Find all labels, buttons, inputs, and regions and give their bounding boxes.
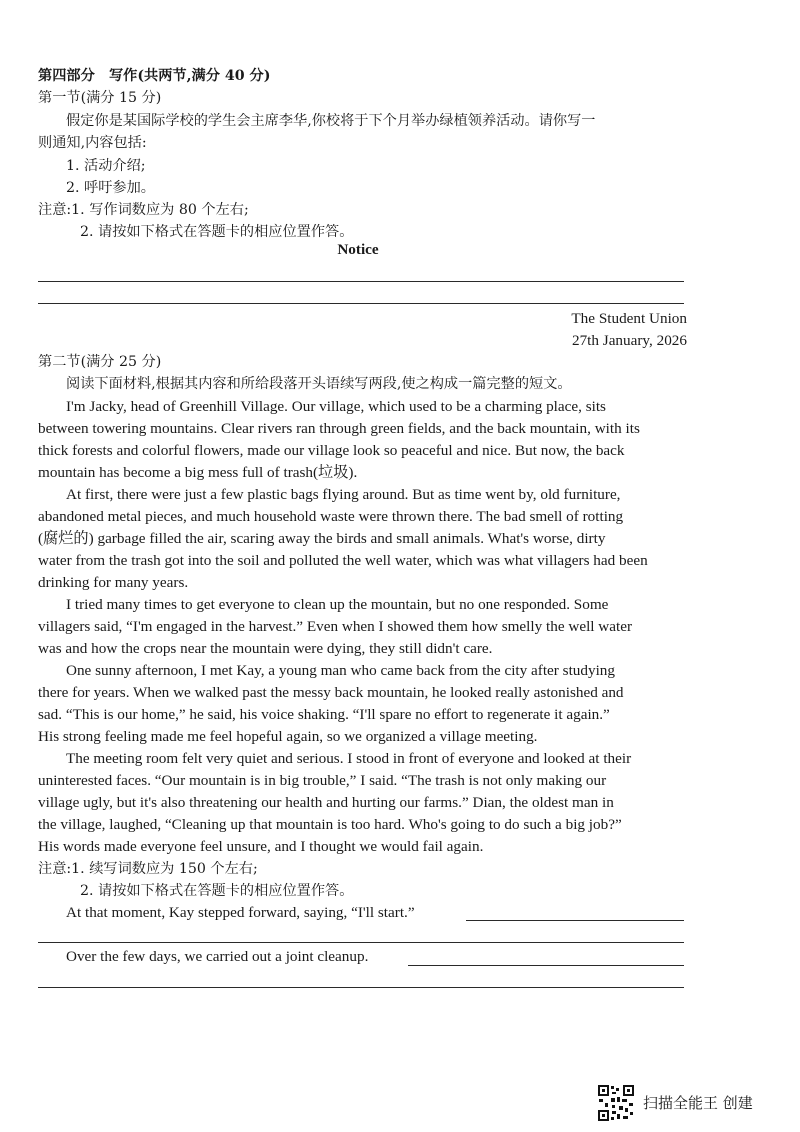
passage-line: His words made everyone feel unsure, and I thought we would fail again. — [38, 838, 484, 855]
passage-line: (腐烂的) garbage filled the air, scaring away the birds and small animals. What's worse, dirty — [38, 530, 606, 547]
passage-line: the village, laughed, “Cleaning up that mountain is too hard. Who's going to do such a big job?” — [38, 816, 622, 833]
passage-line: there for years. When we walked past the messy back mountain, he looked really astonished and — [38, 684, 624, 701]
passage-line: At first, there were just a few plastic bags flying around. But as time went by, old furniture, — [66, 486, 621, 503]
notice-title: Notice — [337, 241, 379, 258]
passage-line: drinking for many years. — [38, 574, 189, 591]
answer-line — [38, 987, 684, 988]
para2-opening: Over the few days, we carried out a joint cleanup. — [66, 948, 369, 965]
section1-prompt-line2: 则通知,内容包括: — [38, 135, 147, 151]
passage-line: villagers said, “I'm engaged in the harvest.” Even when I showed them how smelly the well water — [38, 618, 633, 635]
qr-code-icon — [597, 1084, 635, 1122]
section2-note1: 注意:1. 续写词数应为 150 个左右; — [38, 861, 258, 877]
passage-line: I tried many times to get everyone to clean up the mountain, but no one responded. Some — [66, 596, 609, 613]
section1-item1: 1. 活动介绍; — [66, 158, 146, 174]
part-heading: 第四部分 写作(共两节,满分 40 分) — [38, 68, 271, 84]
passage-line: mountain has become a big mess full of trash(垃圾). — [38, 464, 358, 481]
section1-note1: 注意:1. 写作词数应为 80 个左右; — [38, 202, 249, 218]
scanner-watermark — [597, 1084, 787, 1120]
passage-line: I'm Jacky, head of Greenhill Village. Our village, which used to be a charming place, sits — [66, 398, 606, 415]
passage-line: His strong feeling made me feel hopeful again, so we organized a village meeting. — [38, 728, 538, 745]
answer-line — [38, 303, 684, 304]
passage-line: sad. “This is our home,” he said, his voice shaking. “I'll spare no effort to regenerate it again.” — [38, 706, 610, 723]
answer-line — [38, 942, 684, 943]
section2-note2: 2. 请按如下格式在答题卡的相应位置作答。 — [80, 883, 354, 899]
para1-opening: At that moment, Kay stepped forward, saying, “I'll start.” — [66, 904, 415, 921]
passage-line: thick forests and colorful flowers, made our village look so peaceful and nice. But now, the back — [38, 442, 625, 459]
section2-instruction: 阅读下面材料,根据其内容和所给段落开头语续写两段,使之构成一篇完整的短文。 — [66, 376, 572, 392]
section2-heading: 第二节(满分 25 分) — [38, 354, 162, 370]
passage-line: uninterested faces. “Our mountain is in big trouble,” I said. “The trash is not only making our — [38, 772, 607, 789]
section1-heading: 第一节(满分 15 分) — [38, 90, 162, 106]
answer-line — [38, 281, 684, 282]
section1-prompt-line1: 假定你是某国际学校的学生会主席李华,你校将于下个月举办绿植领养活动。请你写一 — [66, 113, 596, 129]
passage-line: was and how the crops near the mountain were dying, they still didn't care. — [38, 640, 493, 657]
passage-line: water from the trash got into the soil and polluted the well water, which was what villagers had been — [38, 552, 648, 569]
section1-note2: 2. 请按如下格式在答题卡的相应位置作答。 — [80, 224, 354, 240]
scanner-watermark-text: 扫描全能王 创建 — [643, 1094, 753, 1112]
passage-line: One sunny afternoon, I met Kay, a young man who came back from the city after studying — [66, 662, 615, 679]
section1-item2: 2. 呼吁参加。 — [66, 180, 155, 196]
answer-line — [466, 920, 684, 921]
passage-line: between towering mountains. Clear rivers ran through green fields, and the back mountain, with its — [38, 420, 640, 437]
passage-line: village ugly, but it's also threatening our health and hurting our farms.” Dian, the oldest man in — [38, 794, 614, 811]
answer-line — [408, 965, 684, 966]
passage-line: The meeting room felt very quiet and serious. I stood in front of everyone and looked at their — [66, 750, 632, 767]
signature: The Student Union — [571, 310, 687, 327]
date: 27th January, 2026 — [571, 332, 687, 349]
passage-line: abandoned metal pieces, and much household waste were thrown there. The bad smell of rotting — [38, 508, 624, 525]
